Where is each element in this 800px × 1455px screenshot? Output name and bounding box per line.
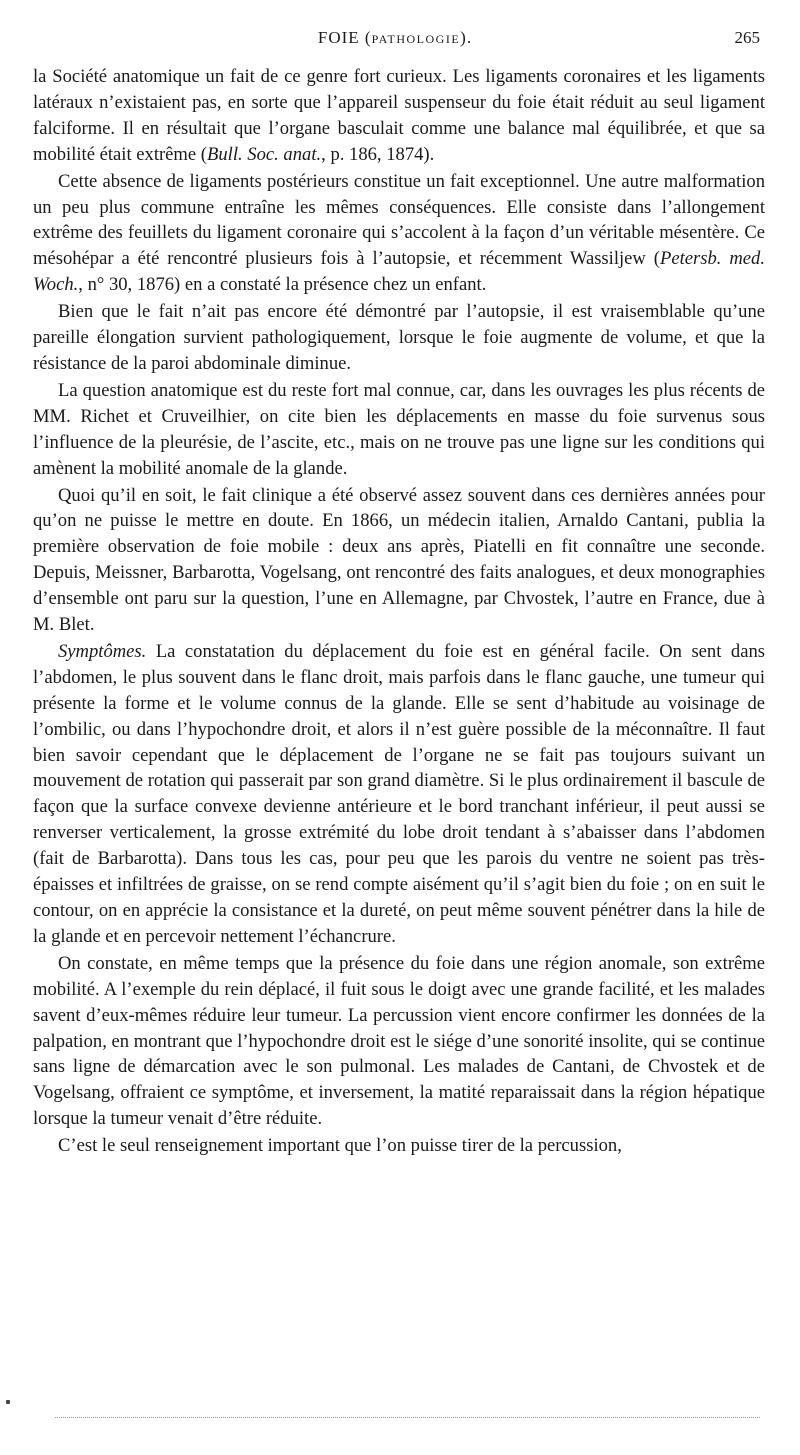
footer-dotted-rule	[55, 1417, 760, 1418]
running-title-main: FOIE (	[317, 28, 372, 47]
running-head	[30, 28, 760, 54]
paragraph-2-text-b: , n° 30, 1876) en a constaté la présence chez un enfant.	[78, 274, 487, 296]
running-title	[30, 28, 760, 48]
paragraph-1-text-a: la Société anatomique un fait de ce genre fort curieux. Les ligaments coronaires et les ligaments latéraux n’existaient pas, en sorte que l’appareil suspenseur du foie était réduit au seul ligament falciforme. Il en résultait que l’organe basculait comme une balance mal équilibrée, et que sa mobilité était extrême (	[33, 66, 765, 165]
paragraph-4: La question anatomique est du reste fort mal connue, car, dans les ouvrages les plus récents de MM. Richet et Cruveilhier, on cite bien les déplacements en masse du foie survenus sous l’influence de la pleurésie, de l’ascite, etc., mais on ne trouve pas une ligne sur les conditions qui amènent la mobilité anomale de la glande.	[33, 379, 765, 479]
citation-petersb-med-woch: Petersb. med. Woch.	[33, 248, 765, 296]
body-text	[33, 64, 765, 1159]
paragraph-1-text-b: , p. 186, 1874).	[321, 143, 435, 165]
paragraph-6	[33, 639, 765, 950]
paragraph-2	[33, 169, 765, 299]
citation-bull-soc-anat: Bull. Soc. anat.	[207, 143, 322, 165]
paragraph-3: Bien que le fait n’ait pas encore été démontré par l’autopsie, il est vraisemblable qu’une pareille élongation survient pathologiquement, lorsque le foie augmente de volume, et que la résistance de la paroi abdominale diminue.	[33, 301, 765, 374]
section-heading-symptomes: Symptômes.	[58, 640, 147, 662]
paragraph-1	[33, 64, 765, 168]
margin-mark	[6, 1400, 10, 1404]
paragraph-6-text: La constatation du déplacement du foie est en général facile. On sent dans l’abdomen, le plus souvent dans le flanc droit, mais parfois dans le flanc gauche, une tumeur qui présente la forme et le volume connus de la glande. Elle se sent d’habitude au voisinage de l’ombilic, ou dans l’hypochondre droit, et alors il n’est guère possible de la méconnaître. Il faut bien savoir cependant que le déplacement de l’organe ne se fait pas toujours suivant un mouvement de rotation qui passerait par son grand diamètre. Si le plus ordinairement il bascule de façon que la surface convexe devienne antérieure et le bord tranchant inférieur, il peut aussi se renverser verticalement, la grosse extrémité du lobe droit tendant à s’abaisser dans l’abdomen (fait de Barbarotta). Dans tous les cas, pour peu que les parois du ventre ne soient pas très-épaisses et infiltrées de graisse, on se rend compte aisément qu’il s’agit bien du foie ; on en suit le contour, on en apprécie la consistance et la dureté, on peut même souvent pénétrer dans la hile de la glande et en percevoir nettement l’échancrure.	[33, 640, 765, 947]
paragraph-2-text-a: Cette absence de ligaments postérieurs constitue un fait exceptionnel. Une autre malformation un peu plus commune entraîne les mêmes conséquences. Elle consiste dans l’allongement extrême des feuillets du ligament coronaire qui s’accolent à la façon d’un véritable mésentère. Ce mésohépar a été rencontré plusieurs fois à l’autopsie, et récemment Wassiljew (	[33, 170, 765, 270]
paragraph-5: Quoi qu’il en soit, le fait clinique a été observé assez souvent dans ces dernières années pour qu’on ne puisse le mettre en doute. En 1866, un médecin italien, Arnaldo Cantani, publia la première observation de foie mobile : deux ans après, Piatelli en fit connaître une seconde. Depuis, Meissner, Barbarotta, Vogelsang, ont rencontré des faits analogues, et deux monographies d’ensemble ont paru sur la question, l’une en Allemagne, par Chvostek, l’autre en France, due à M. Blet.	[33, 484, 765, 636]
paragraph-7: On constate, en même temps que la présence du foie dans une région anomale, son extrême mobilité. A l’exemple du rein déplacé, il fuit sous le doigt avec une grande facilité, et les malades savent d’eux-mêmes réduire leur tumeur. La percussion vient encore confirmer les données de la palpation, en montrant que l’hypochondre droit est le siége d’une sonorité insolite, qui se continue sans ligne de démarcation avec le son pulmonal. Les malades de Cantani, de Chvostek et de Vogelsang, offraient ce symptôme, et inversement, la matité reparaissait dans la région hépatique lorsque la tumeur venait d’être réduite.	[33, 952, 765, 1130]
running-title-end: ).	[460, 28, 473, 47]
paragraph-8: C’est le seul renseignement important que l’on puisse tirer de la percussion,	[58, 1135, 622, 1157]
running-title-subject: PATHOLOGIE	[371, 32, 461, 46]
page-number: 265	[734, 28, 760, 47]
